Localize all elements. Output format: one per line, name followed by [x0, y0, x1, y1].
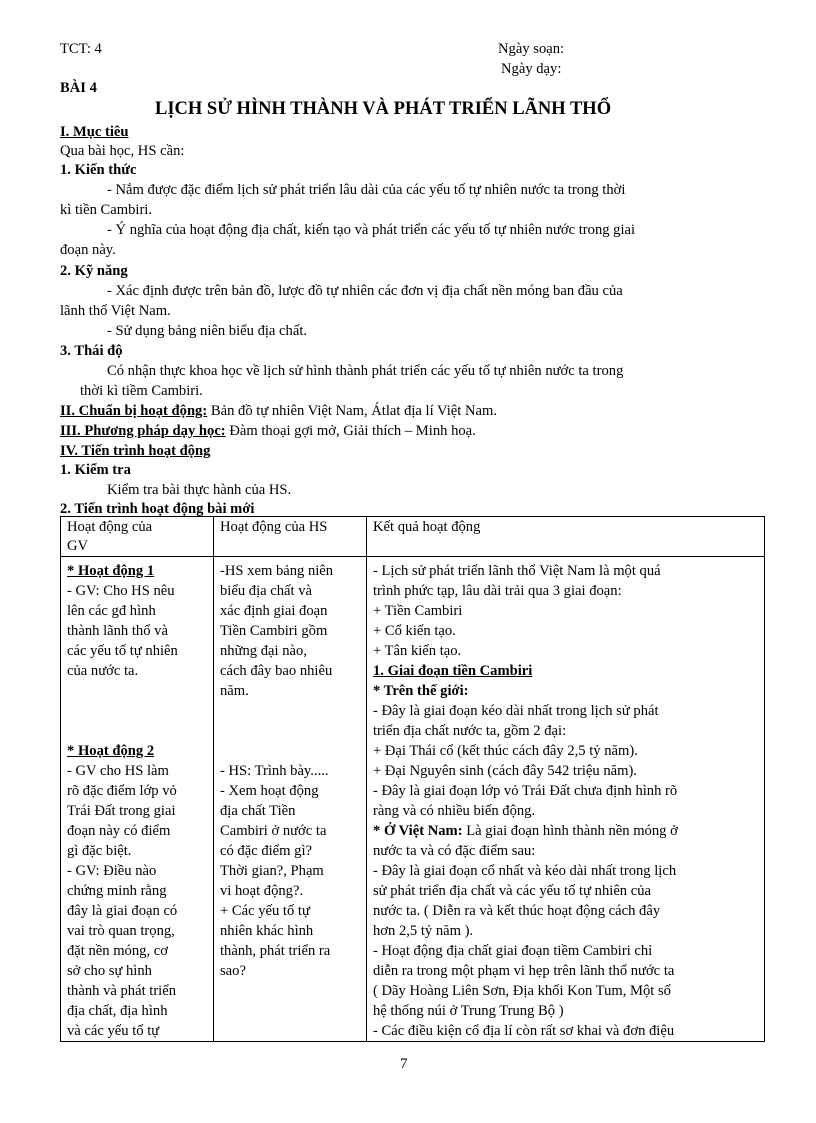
kien-thuc-heading: 1. Kiến thức	[60, 162, 137, 178]
o-viet-nam-label: * Ở Việt Nam:	[373, 823, 463, 839]
chuan-bi-label: II. Chuẩn bị hoạt động:	[60, 403, 208, 419]
kq-line: ( Dãy Hoàng Liên Sơn, Địa khối Kon Tum, Một số	[373, 983, 671, 999]
gv-line: thành và phát triển	[67, 983, 177, 999]
gv-line: các yếu tố tự nhiên	[67, 643, 178, 659]
header-ket-qua: Kết quả hoạt động	[367, 517, 765, 557]
hs-line: những đại nào,	[220, 643, 307, 659]
hs-line: - HS: Trình bày.....	[220, 763, 329, 779]
kiem-tra-text: Kiểm tra bài thực hành của HS.	[107, 482, 292, 498]
table-row	[61, 557, 765, 1042]
kq-line: nước ta. ( Diễn ra và kết thúc hoạt động cách đây	[373, 903, 661, 919]
hs-cell	[214, 557, 367, 1042]
ky-nang-line: lãnh thổ Việt Nam.	[60, 303, 171, 319]
kq-line: sử phát triển địa chất và các yếu tố tự nhiên của	[373, 883, 651, 899]
kq-line: - Các điều kiện cổ địa lí còn rất sơ khai và đơn điệu	[373, 1023, 675, 1039]
hs-line: + Các yếu tố tự	[220, 903, 310, 919]
gv-line: đây là giai đoạn có	[67, 903, 178, 919]
kq-line: hơn 2,5 tỷ năm ).	[373, 923, 474, 939]
kien-thuc-line: - Nắm được đặc điểm lịch sử phát triển lâu dài của các yếu tố tự nhiên nước ta trong thời	[107, 182, 626, 198]
kq-line: - Đây là giai đoạn cổ nhất và kéo dài nhất trong lịch	[373, 863, 677, 879]
gv-line: đặt nền móng, cơ	[67, 943, 168, 959]
hs-line: Tiền Cambiri gồm	[220, 623, 328, 639]
gv-line: sở cho sự hình	[67, 963, 152, 979]
gv-line: lên các gđ hình	[67, 603, 156, 619]
tren-the-gioi-heading: * Trên thế giới:	[373, 683, 469, 699]
kq-line: - Đây là giai đoạn lớp vỏ Trái Đất chưa định hình rõ	[373, 783, 678, 799]
kq-line: - Lịch sử phát triển lãnh thổ Việt Nam là một quá	[373, 563, 661, 579]
gv-line: địa chất, địa hình	[67, 1003, 168, 1019]
table-header-row	[61, 517, 765, 557]
gv-cell	[61, 557, 214, 1042]
hs-line: có đặc điểm gì?	[220, 843, 312, 859]
hs-line: vi hoạt động?.	[220, 883, 304, 899]
muc-tieu-intro: Qua bài học, HS cần:	[60, 143, 185, 159]
activity-table	[60, 516, 765, 1042]
ky-nang-line: - Xác định được trên bản đồ, lược đồ tự nhiên các đơn vị địa chất nền móng ban đầu của	[107, 283, 623, 299]
muc-tieu-heading: I. Mục tiêu	[60, 124, 129, 140]
hs-line: sao?	[220, 963, 246, 979]
thai-do-line: thời kì tiềm Cambiri.	[80, 383, 203, 399]
kq-line: + Đại Thái cổ (kết thúc cách đây 2,5 tỷ năm).	[373, 743, 638, 759]
gv-line: - GV: Điều nào	[67, 863, 157, 879]
o-viet-nam-text: Là giai đoạn hình thành nền móng ở	[462, 823, 678, 839]
hs-line: địa chất Tiền	[220, 803, 296, 819]
thai-do-heading: 3. Thái độ	[60, 343, 123, 359]
bai-moi-heading: 2. Tiến trình hoạt động bài mới	[60, 501, 255, 517]
lesson-title: LỊCH SỬ HÌNH THÀNH VÀ PHÁT TRIỂN LÃNH THỔ	[155, 99, 612, 119]
kq-line: - Đây là giai đoạn kéo dài nhất trong lịch sử phát	[373, 703, 659, 719]
phuong-phap-row	[60, 422, 476, 440]
hoat-dong-2-heading: * Hoạt động 2	[67, 743, 155, 759]
gv-line: vai trò quan trọng,	[67, 923, 175, 939]
kq-line: + Đại Nguyên sinh (cách đây 542 triệu năm).	[373, 763, 637, 779]
kiem-tra-heading: 1. Kiểm tra	[60, 462, 131, 478]
hs-line: thành, phát triển ra	[220, 943, 331, 959]
kq-line: + Tân kiến tạo.	[373, 643, 462, 659]
hoat-dong-1-heading: * Hoạt động 1	[67, 563, 155, 579]
kq-line: trình phức tạp, lâu dài trải qua 3 giai đoạn:	[373, 583, 622, 599]
thai-do-line: Có nhận thực khoa học về lịch sử hình thành phát triển các yếu tố tự nhiên nước ta trong	[107, 363, 624, 379]
ngay-day-label: Ngày dạy:	[501, 61, 562, 77]
hs-line: -HS xem bảng niên	[220, 563, 334, 579]
kien-thuc-line: kì tiền Cambiri.	[60, 202, 153, 218]
hs-line: Cambiri ở nước ta	[220, 823, 327, 839]
gv-line: chứng minh rằng	[67, 883, 167, 899]
hs-line: biểu địa chất và	[220, 583, 312, 599]
hs-line: cách đây bao nhiêu	[220, 663, 333, 679]
kq-line: ràng và có nhiều biến động.	[373, 803, 536, 819]
phuong-phap-text: Đàm thoại gợi mở, Giải thích – Minh hoạ.	[225, 423, 476, 439]
kq-line: diễn ra trong một phạm vi hẹp trên lãnh thổ nước ta	[373, 963, 675, 979]
gv-line: gì đặc biệt.	[67, 843, 132, 859]
ky-nang-heading: 2. Kỹ năng	[60, 263, 128, 279]
gv-line: - GV: Cho HS nêu	[67, 583, 175, 599]
gv-line: thành lãnh thổ và	[67, 623, 168, 639]
header-gv: Hoạt động của GV	[61, 517, 214, 557]
header-hs: Hoạt động của HS	[214, 517, 367, 557]
hs-line: năm.	[220, 683, 249, 699]
gv-line: - GV cho HS làm	[67, 763, 169, 779]
o-viet-nam-line	[373, 821, 760, 841]
kq-line: + Tiền Cambiri	[373, 603, 463, 619]
kien-thuc-line: đoạn này.	[60, 242, 116, 258]
kq-line: - Hoạt động địa chất giai đoạn tiềm Cambiri chỉ	[373, 943, 653, 959]
hs-line: Thời gian?, Phạm	[220, 863, 324, 879]
ngay-soan-label: Ngày soạn:	[498, 41, 565, 57]
gv-line: đoạn này có điểm	[67, 823, 171, 839]
phuong-phap-label: III. Phương pháp dạy học:	[60, 423, 226, 439]
ky-nang-line: - Sử dụng bảng niên biểu địa chất.	[107, 323, 308, 339]
kien-thuc-line: - Ý nghĩa của hoạt động địa chất, kiến tạo và phát triển các yếu tố tự nhiên nước trong giai	[107, 222, 636, 238]
hs-line: xác định giai đoạn	[220, 603, 328, 619]
kq-line: + Cổ kiến tạo.	[373, 623, 456, 639]
chuan-bi-row	[60, 402, 497, 420]
page-number: 7	[400, 1056, 408, 1072]
gv-line: Trái Đất trong giai	[67, 803, 176, 819]
tien-trinh-heading: IV. Tiến trình hoạt động	[60, 443, 211, 459]
gv-line: của nước ta.	[67, 663, 139, 679]
kq-line: hệ thống núi ở Trung Trung Bộ )	[373, 1003, 564, 1019]
kq-line: triển địa chất nước ta, gồm 2 đại:	[373, 723, 567, 739]
lesson-number: BÀI 4	[60, 80, 97, 96]
hs-line: - Xem hoạt động	[220, 783, 319, 799]
tct-label: TCT: 4	[60, 41, 102, 57]
ket-qua-cell	[367, 557, 765, 1042]
kq-line: nước ta và có đặc điểm sau:	[373, 843, 536, 859]
gv-line: và các yếu tố tự	[67, 1023, 160, 1039]
gv-line: rõ đặc điểm lớp vỏ	[67, 783, 177, 799]
giai-doan-1-heading: 1. Giai đoạn tiền Cambiri	[373, 663, 533, 679]
hs-line: nhiên khác hình	[220, 923, 314, 939]
chuan-bi-text: Bản đồ tự nhiên Việt Nam, Átlat địa lí Việt Nam.	[207, 403, 497, 419]
